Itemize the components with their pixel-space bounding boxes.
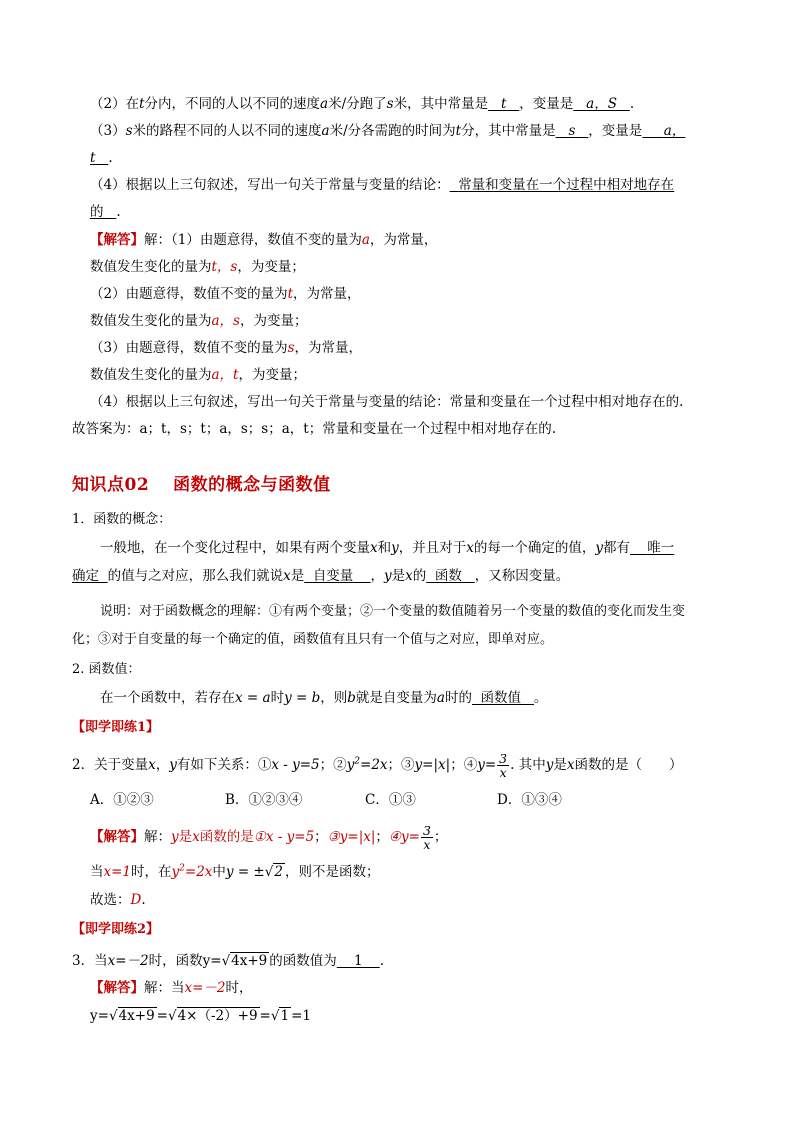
q2-answer-constant: t bbox=[500, 96, 507, 112]
concept-blank-1: 唯一 bbox=[647, 540, 675, 556]
value-text: 在一个函数中，若存在 bbox=[100, 690, 235, 706]
value-blank: 函数值 bbox=[480, 690, 522, 706]
concept-text: ，又称因变量。 bbox=[474, 568, 570, 584]
var-s: s bbox=[386, 96, 394, 112]
solution-text: ，为常量， bbox=[294, 340, 363, 356]
q3-answer-constant: s bbox=[568, 123, 576, 139]
var-y: y bbox=[545, 757, 554, 773]
q2-answer-variable: a，S bbox=[586, 96, 617, 112]
var-y: y bbox=[383, 568, 392, 584]
option-b[interactable]: B．①②③④ bbox=[225, 792, 303, 808]
solution-line-6 bbox=[90, 365, 306, 385]
equation: x = a bbox=[235, 690, 271, 706]
solution-var: a bbox=[361, 232, 370, 248]
practice-2-question bbox=[72, 951, 384, 971]
q4-prefix: （4）根据以上三句叙述，写出一句关于常量与变量的结论： bbox=[90, 177, 450, 193]
q-text: 有如下关系：① bbox=[176, 757, 272, 773]
radical: 4x+9 bbox=[118, 1008, 155, 1024]
concept-text: 的值与之对应，那么我们就说 bbox=[107, 568, 284, 584]
answer-relation-3: ③y=|x| bbox=[327, 829, 376, 845]
var-y: y bbox=[171, 829, 179, 845]
concept-text: 是 bbox=[290, 568, 305, 584]
solution-text: ，为常量， bbox=[293, 286, 361, 302]
solution-text: ，为变量； bbox=[238, 367, 306, 383]
var-a: a bbox=[320, 96, 329, 112]
concept-text: 和 bbox=[377, 540, 392, 556]
q3-text: 米/分各需跑的时间为 bbox=[329, 123, 456, 139]
answer-text: 函数的是 bbox=[199, 829, 254, 845]
practice-2-label: 【即学即练2】 bbox=[72, 922, 160, 937]
fraction: $\frac{3}{x}$ bbox=[422, 823, 431, 852]
solution-var: a，s bbox=[211, 313, 240, 329]
q2-text: 米/分跑了 bbox=[328, 96, 387, 112]
option-d[interactable]: D．①③④ bbox=[497, 792, 562, 808]
solution-text: 数值发生变化的量为 bbox=[90, 367, 212, 383]
option-c[interactable]: C．①③ bbox=[365, 792, 416, 808]
solution-tag: 【解答】 bbox=[90, 232, 144, 248]
var-y: y bbox=[391, 540, 399, 556]
var-x: x=－2 bbox=[107, 953, 149, 969]
radical: 4×（-2）+9 bbox=[177, 1008, 258, 1024]
fraction: $\frac{3}{x}$ bbox=[499, 751, 508, 780]
option-a[interactable]: A．①②③ bbox=[90, 792, 154, 808]
function-expression: y=√4x+9 bbox=[202, 953, 268, 969]
answer-equation: x=1 bbox=[103, 864, 132, 880]
var-x: x bbox=[192, 829, 200, 845]
q-text: 3．当 bbox=[72, 953, 108, 969]
concept-text: 一般地，在一个变化过程中，如果有两个变量 bbox=[100, 540, 370, 556]
relation-2: $y^2=2x$ bbox=[346, 756, 388, 773]
answer-text: 故选： bbox=[90, 892, 131, 908]
calc-text: =1 bbox=[291, 1008, 311, 1024]
q2-prefix: （2）在 bbox=[90, 96, 140, 112]
concept-paragraph-line-2 bbox=[72, 566, 569, 586]
var-a: a bbox=[436, 690, 445, 706]
answer-equation: $y^2=2x$ bbox=[171, 863, 213, 880]
var-t: t bbox=[139, 96, 145, 112]
value-text: 就是自变量为 bbox=[355, 690, 437, 706]
value-text: 时的 bbox=[444, 690, 472, 706]
q-text: 的函数值为 bbox=[269, 953, 337, 969]
solution-var: a，t bbox=[211, 367, 239, 383]
concept-blank-2: 自变量 bbox=[312, 568, 354, 584]
value-paragraph bbox=[100, 688, 547, 708]
question-2-line bbox=[90, 94, 634, 114]
concept-paragraph-line-1 bbox=[100, 538, 674, 558]
answer-text: ； bbox=[433, 829, 448, 845]
solution-tag: 【解答】 bbox=[90, 829, 144, 845]
solution-text: （3）由题意得，数值不变的量为 bbox=[90, 340, 288, 356]
practice-1-question bbox=[72, 750, 682, 780]
var-x: x bbox=[405, 568, 413, 584]
var-a: a bbox=[321, 123, 330, 139]
q2-end: . bbox=[629, 96, 635, 112]
concept-note-line-1: 说明：对于函数概念的理解：①有两个变量；②一个变量的数值随着另一个变量的数值的变化而发生变 bbox=[100, 604, 686, 619]
value-end: 。 bbox=[533, 690, 548, 706]
practice-2-answer-line-1 bbox=[90, 978, 253, 998]
practice-1-answer-line-3 bbox=[90, 890, 146, 910]
q3-answer-variable-2: t bbox=[90, 150, 96, 166]
var-x: x bbox=[566, 757, 575, 773]
answer-text: 中 bbox=[212, 864, 226, 880]
concept-title: 1．函数的概念： bbox=[72, 512, 172, 527]
solution-text: 解：（1）由题意得，数值不变的量为 bbox=[144, 232, 362, 248]
concept-text: ， bbox=[370, 568, 384, 584]
answer-text: 时，在 bbox=[131, 864, 172, 880]
answer-equation: x=－2 bbox=[184, 980, 226, 996]
value-title: 2. 函数值： bbox=[72, 662, 141, 677]
solution-text: ，为变量； bbox=[237, 259, 305, 275]
answer-text: . bbox=[141, 892, 146, 908]
solution-text: 数值发生变化的量为 bbox=[90, 259, 212, 275]
q-text: . 其中 bbox=[510, 757, 546, 773]
solution-text: 数值发生变化的量为 bbox=[90, 313, 212, 329]
var-y: y bbox=[595, 540, 604, 556]
value-text: ，则 bbox=[320, 690, 348, 706]
q-text: ， bbox=[155, 757, 170, 773]
concept-text: 的每一个确定的值， bbox=[473, 540, 596, 556]
solution-text: ，为常量， bbox=[369, 232, 438, 248]
concept-text: 的 bbox=[412, 568, 427, 584]
var-x: x bbox=[466, 540, 474, 556]
q-text: ；④ bbox=[450, 757, 478, 773]
q-text: . bbox=[379, 953, 385, 969]
var-b: b bbox=[347, 690, 356, 706]
section-heading: 知识点02 函数的概念与函数值 bbox=[72, 475, 331, 495]
solution-text: ，为变量； bbox=[239, 313, 308, 329]
q3-text: ，变量是 bbox=[588, 123, 643, 139]
solution-var: t bbox=[287, 286, 294, 302]
concept-blank-3: 函数 bbox=[434, 568, 462, 584]
concept-text: 都有 bbox=[603, 540, 631, 556]
q-text: ；② bbox=[319, 757, 347, 773]
q4-answer-2: 的 bbox=[90, 204, 104, 220]
answer-text: 当 bbox=[90, 864, 104, 880]
solution-line-1 bbox=[90, 230, 437, 250]
solution-line-5 bbox=[90, 338, 362, 358]
question-3-line: （3）s米的路程不同的人以不同的速度a米/分各需跑的时间为t分，其中常量是 s ，变量是 a， bbox=[90, 123, 686, 139]
solution-var: s bbox=[287, 340, 295, 356]
answer-text: 时， bbox=[225, 980, 253, 996]
question-3-line-2 bbox=[90, 148, 113, 168]
var-x: x bbox=[283, 568, 291, 584]
solution-tag: 【解答】 bbox=[90, 980, 144, 996]
q4-end: . bbox=[116, 204, 121, 220]
solution-text: （4）根据以上三句叙述，写出一句关于常量与变量的结论：常量和变量在一个过程中相对地存在的. bbox=[90, 394, 684, 410]
solution-line-3 bbox=[90, 284, 361, 304]
q3-end: . bbox=[108, 150, 113, 166]
solution-var: t，s bbox=[211, 259, 238, 275]
var-x: x bbox=[148, 757, 156, 773]
answer-text: ； bbox=[375, 829, 389, 845]
practice-1-answer-line-2 bbox=[90, 862, 379, 882]
q-text: 是 bbox=[553, 757, 567, 773]
value-text: 时 bbox=[270, 690, 285, 706]
concept-blank-1-cont: 确定 bbox=[72, 568, 99, 584]
q2-text: ，变量是 bbox=[519, 96, 574, 112]
answer-text: ，则不是函数； bbox=[284, 864, 380, 880]
q4-answer: 常量和变量在一个过程中相对地存在 bbox=[458, 177, 675, 193]
question-4-line bbox=[90, 175, 674, 195]
var-t: t bbox=[455, 123, 462, 139]
q3-answer-variable: a， bbox=[663, 123, 686, 139]
var-y: y bbox=[169, 757, 177, 773]
answer-text: ； bbox=[314, 829, 328, 845]
calc-text: y= bbox=[90, 1008, 109, 1024]
q-text: 2．关于变量 bbox=[72, 757, 149, 773]
answer-text: 解： bbox=[144, 829, 171, 845]
answer-equation: y = ±√2 bbox=[225, 864, 283, 880]
practice-1-answer-line-1 bbox=[90, 822, 447, 852]
q-text: ；③ bbox=[387, 757, 415, 773]
solution-line-2 bbox=[90, 257, 305, 277]
answer-relation-4: ④y= $\frac{3}{x}$ bbox=[388, 823, 431, 852]
answer-relation-1: ①x - y=5 bbox=[253, 829, 315, 845]
answer-text: 是 bbox=[178, 829, 193, 845]
concept-text: ，并且对于 bbox=[398, 540, 467, 556]
relation-4: y= $\frac{3}{x}$ bbox=[477, 751, 508, 780]
q3-text: 分，其中常量是 bbox=[461, 123, 556, 139]
solution-final-answer: 故答案为：a；t，s；t；a，s；s；a，t；常量和变量在一个过程中相对地存在的. bbox=[72, 421, 556, 437]
concept-text: 是 bbox=[391, 568, 406, 584]
practice-2-calculation: y=√4x+9 =√4×（-2）+9 =√1 =1 bbox=[90, 1008, 311, 1024]
answer-choice: D bbox=[130, 892, 142, 908]
equation: y = b bbox=[284, 690, 321, 706]
solution-line-7 bbox=[90, 392, 683, 412]
q-text: 函数的是（ ） bbox=[574, 757, 683, 773]
relation-3: y=|x| bbox=[414, 757, 451, 773]
var-x: x bbox=[370, 540, 378, 556]
solution-line-4 bbox=[90, 311, 307, 331]
relation-1: x - y=5 bbox=[271, 757, 320, 773]
q2-text: 分内，不同的人以不同的速度 bbox=[144, 96, 321, 112]
radical: 1 bbox=[280, 1008, 290, 1024]
q3-text: 米的路程不同的人以不同的速度 bbox=[132, 123, 322, 139]
calc-text: = bbox=[156, 1008, 168, 1024]
solution-answer-line bbox=[72, 419, 556, 439]
concept-note-line-2: 化；③对于自变量的每一个确定的值，函数值有且只有一个值与之对应，即单对应。 bbox=[72, 632, 554, 647]
calc-text: = bbox=[259, 1008, 271, 1024]
practice-1-label: 【即学即练1】 bbox=[72, 720, 160, 735]
var-s: s bbox=[125, 123, 133, 139]
answer-text: 解：当 bbox=[144, 980, 185, 996]
q-text: 时，函数 bbox=[148, 953, 203, 969]
question-4-line-2 bbox=[90, 202, 121, 222]
q2-text: 米，其中常量是 bbox=[393, 96, 489, 112]
practice-2-blank: 1 bbox=[353, 953, 363, 969]
solution-text: （2）由题意得，数值不变的量为 bbox=[90, 286, 288, 302]
